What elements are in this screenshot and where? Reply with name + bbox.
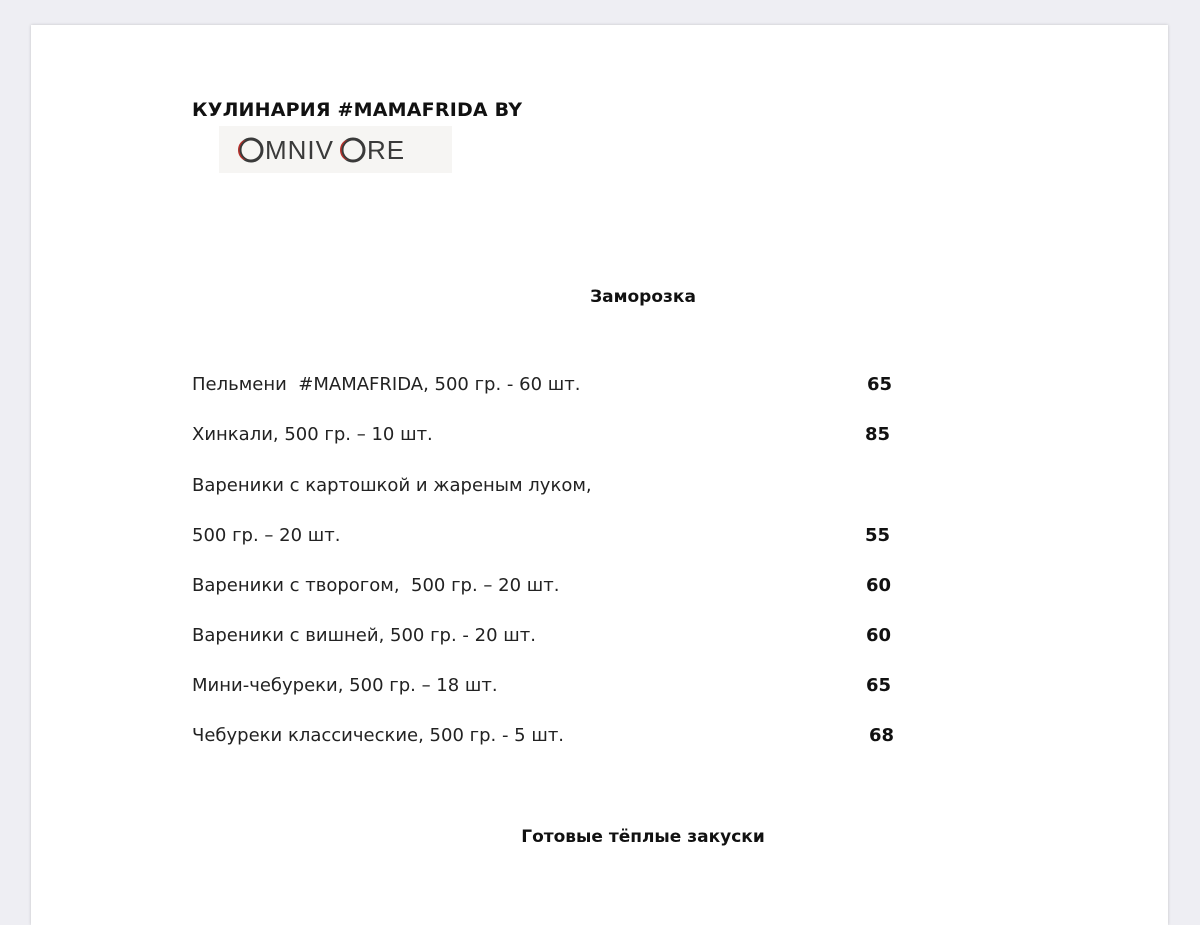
menu-item-price: 60 xyxy=(866,575,892,596)
menu-item-name: 500 гр. – 20 шт. xyxy=(192,525,341,546)
menu-item-price: 65 xyxy=(867,374,893,395)
svg-text:MNIV: MNIV xyxy=(265,135,334,165)
menu-item-price: 68 xyxy=(869,725,895,746)
menu-item-name: Мини-чебуреки, 500 гр. – 18 шт. xyxy=(192,675,498,696)
menu-item-price: 65 xyxy=(866,675,892,696)
omnivore-logo xyxy=(219,126,452,173)
menu-item-price: 55 xyxy=(865,525,891,546)
menu-item-name: Хинкали, 500 гр. – 10 шт. xyxy=(192,424,433,445)
menu-item xyxy=(192,725,895,753)
omnivore-logo-graphic xyxy=(219,126,452,173)
menu-item-name: Вареники с вишней, 500 гр. - 20 шт. xyxy=(192,625,536,646)
menu-item-name: Вареники с творогом, 500 гр. – 20 шт. xyxy=(192,575,560,596)
menu-item xyxy=(192,475,892,503)
menu-item xyxy=(192,374,892,402)
menu-item xyxy=(192,424,892,452)
document-title: КУЛИНАРИЯ #MAMAFRIDA BY xyxy=(192,99,523,121)
section-title-frozen: Заморозка xyxy=(590,287,696,307)
menu-item-name: Вареники с картошкой и жареным луком, xyxy=(192,475,592,496)
menu-item-price: 60 xyxy=(866,625,892,646)
menu-item xyxy=(192,575,892,603)
section-title-warm-snacks: Готовые тёплые закуски xyxy=(521,827,765,847)
menu-item xyxy=(192,675,892,703)
menu-item-price: 85 xyxy=(865,424,891,445)
menu-item-name: Пельмени #MAMAFRIDA, 500 гр. - 60 шт. xyxy=(192,374,581,395)
menu-item xyxy=(192,625,892,653)
menu-item-name: Чебуреки классические, 500 гр. - 5 шт. xyxy=(192,725,565,746)
svg-text:RE: RE xyxy=(367,135,406,165)
document-page xyxy=(31,25,1168,925)
menu-item xyxy=(192,525,892,553)
